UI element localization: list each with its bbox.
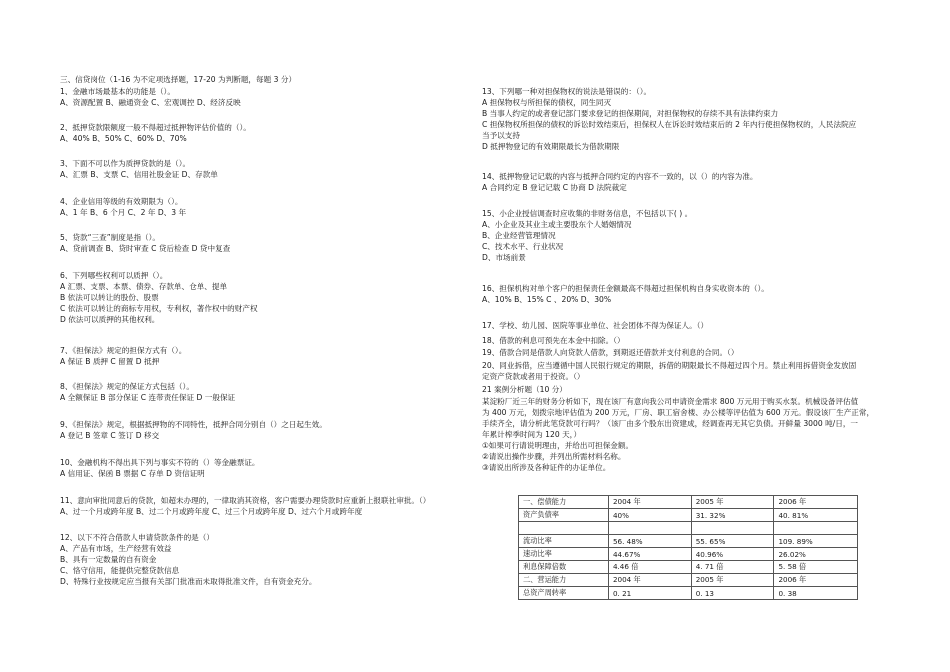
left-question-9 bbox=[60, 419, 327, 441]
table-cell: 4.46 倍 bbox=[608, 561, 691, 574]
table-cell: 44.67% bbox=[608, 548, 691, 561]
question-option-line: A、资源配置 B、融通资金 C、宏观调控 D、经济反映 bbox=[60, 98, 241, 107]
right-question-7 bbox=[482, 347, 738, 358]
question-stem: 20、同业拆借，应当遵循中国人民银行规定的期限，拆借的期限最长不得超过四个月。禁止利用拆借资金发放固 bbox=[482, 361, 857, 370]
table-cell: 二、营运能力 bbox=[519, 574, 609, 587]
case-line: 某淀粉厂近三年的财务分析如下，现在该厂有意向我公司申请资金需求 800 万元用于购买水泵。机械设备评估值 bbox=[482, 397, 859, 406]
table-row bbox=[519, 548, 858, 561]
table-cell: 4. 71 倍 bbox=[691, 561, 774, 574]
table-cell: 56. 48% bbox=[608, 535, 691, 548]
table-row bbox=[519, 535, 858, 548]
question-option-line: A 信用证、保函 B 票据 C 存单 D 资信证明 bbox=[60, 469, 205, 478]
question-stem: 1、金融市场最基本的功能是（）。 bbox=[60, 87, 175, 96]
table-cell: 0. 21 bbox=[608, 587, 691, 600]
question-option-line: A 保证 B 质押 C 留置 D 抵押 bbox=[60, 357, 160, 366]
financial-table bbox=[518, 495, 858, 600]
right-question-1 bbox=[482, 86, 856, 152]
table-row bbox=[519, 496, 858, 509]
right-question-2 bbox=[482, 171, 757, 193]
case-line: 为 400 万元，划拨宗地评估值为 200 万元，厂房、职工宿舍楼、办公楼等评估值为 600 万元。假设该厂生产正常， bbox=[482, 408, 875, 417]
left-question-1 bbox=[60, 86, 241, 108]
question-option-line: A、10% B、15% C 、20% D、30% bbox=[482, 295, 612, 304]
question-option-line: 定资产贷款或者用于投资。（） bbox=[482, 372, 585, 381]
section-title: 三、信贷岗位（1-16 为不定项选择题，17-20 为判断题，每题 3 分） bbox=[60, 75, 297, 84]
question-option-line: B 依法可以转让的股份、股票 bbox=[60, 293, 159, 302]
question-stem: 3、下面不可以作为质押贷款的是（）。 bbox=[60, 159, 191, 168]
question-option-line: A 合同约定 B 登记记载 C 协商 D 法院裁定 bbox=[482, 183, 627, 192]
question-option-line: A、汇票 B、支票 C、信用社股金证 D、存款单 bbox=[60, 170, 218, 179]
case-line: ①如果可行请说明理由，并给出可担保金额。 bbox=[482, 441, 634, 450]
case-line: 手续齐全，请分析此笔贷款可行吗？（该厂由多个股东出资建成，经调查再无其它负债。开鲜量 3000 吨/日，一 bbox=[482, 419, 859, 428]
question-stem: 13、下列哪一种对担保物权的说法是错误的：（）。 bbox=[482, 87, 652, 96]
question-stem: 6、下列哪些权利可以质押（）。 bbox=[60, 271, 168, 280]
question-option-line: C、恪守信用，能提供完整贷款信息 bbox=[60, 566, 180, 575]
table-cell: 总资产周转率 bbox=[519, 587, 609, 600]
left-question-2 bbox=[60, 122, 251, 144]
left-question-6 bbox=[60, 270, 258, 325]
question-option-line: A 担保物权与所担保的债权，同生同灭 bbox=[482, 98, 612, 107]
table-cell: 5. 58 倍 bbox=[774, 561, 858, 574]
question-option-line: C 担保物权所担保的债权的诉讼时效结束后，担保权人在诉讼时效结束后的 2 年内行使担保物权的，人民法院应 bbox=[482, 120, 857, 129]
left-question-3 bbox=[60, 158, 218, 180]
table-row bbox=[519, 561, 858, 574]
table-cell: 55. 65% bbox=[691, 535, 774, 548]
question-stem: 4、企业信用等级的有效期限为（）。 bbox=[60, 197, 183, 206]
question-option-line: B、企业经营管理情况 bbox=[482, 231, 556, 240]
table-cell: 资产负债率 bbox=[519, 509, 609, 522]
table-cell: 109. 89% bbox=[774, 535, 858, 548]
question-stem: 17、学校、幼儿园、医院等事业单位、社会团体不得为保证人。（） bbox=[482, 321, 709, 330]
case-line: 年累计榨季时间为 120 天，） bbox=[482, 430, 582, 439]
table-row bbox=[519, 587, 858, 600]
table-row bbox=[519, 509, 858, 522]
table-row bbox=[519, 574, 858, 587]
question-stem: 18、借款的利息可预先在本金中扣除。（） bbox=[482, 336, 625, 345]
left-question-7 bbox=[60, 345, 186, 367]
question-stem: 10、金融机构不得出具下列与事实不符的（）等金融票证。 bbox=[60, 458, 260, 467]
table-cell: 40. 81% bbox=[774, 509, 858, 522]
right-question-5 bbox=[482, 320, 708, 331]
question-option-line: A、1 年 B、6 个月 C、2 年 D、3 年 bbox=[60, 208, 187, 217]
question-option-line: A 登记 B 签章 C 签订 D 移交 bbox=[60, 431, 160, 440]
left-question-8 bbox=[60, 381, 235, 403]
left-question-11 bbox=[60, 495, 430, 517]
right-question-3 bbox=[482, 208, 692, 263]
question-option-line: A 全额保证 B 部分保证 C 连带责任保证 D 一般保证 bbox=[60, 393, 236, 402]
question-option-line: D 依法可以质押的其他权利。 bbox=[60, 315, 160, 324]
table-cell: 2004 年 bbox=[608, 496, 691, 509]
table-cell: 26.02% bbox=[774, 548, 858, 561]
question-stem: 8、《担保法》规定的保证方式包括（）。 bbox=[60, 382, 194, 391]
question-option-line: A、过一个月或跨年度 B、过二个月或跨年度 C、过三个月或跨年度 D、过六个月或跨年度 bbox=[60, 507, 363, 516]
case-line: ③请说出所涉及各种证件的办证单位。 bbox=[482, 463, 611, 472]
question-option-line: A、小企业及其业主或主要股东个人婚姻情况 bbox=[482, 220, 632, 229]
table-cell: 一、偿债能力 bbox=[519, 496, 609, 509]
question-stem: 16、担保机构对单个客户的担保责任金额最高不得超过担保机构自身实收资本的（）。 bbox=[482, 284, 769, 293]
table-cell: 2006 年 bbox=[774, 496, 858, 509]
question-stem: 15、小企业授信调查时应收集的非财务信息，不包括以下( ) 。 bbox=[482, 209, 693, 218]
table-cell bbox=[691, 522, 774, 535]
question-option-line: A、贷前调查 B、贷时审查 C 贷后检查 D 贷中复查 bbox=[60, 244, 231, 253]
question-option-line: A 汇票、支票、本票、债券、存款单、仓单、提单 bbox=[60, 282, 228, 291]
question-stem: 9、《担保法》规定，根据抵押物的不同特性，抵押合同分别自（）之日起生效。 bbox=[60, 420, 327, 429]
question-stem: 14、抵押物登记记载的内容与抵押合同约定的内容不一致的，以（）的内容为准。 bbox=[482, 172, 758, 181]
table-cell bbox=[774, 522, 858, 535]
question-stem: 12、以下不符合借款人申请贷款条件的是（） bbox=[60, 533, 214, 542]
question-option-line: B、具有一定数量的自有资金 bbox=[60, 555, 157, 564]
table-cell: 流动比率 bbox=[519, 535, 609, 548]
question-stem: 5、贷款“三查”制度是指（）。 bbox=[60, 233, 161, 242]
question-option-line: D、市场前景 bbox=[482, 253, 526, 262]
question-option-line: C、技术水平、行业状况 bbox=[482, 242, 564, 251]
right-question-4 bbox=[482, 283, 769, 305]
question-option-line: A、产品有市场，生产经营有效益 bbox=[60, 544, 172, 553]
table-cell bbox=[519, 522, 609, 535]
question-option-line: A、40% B、50% C、60% D、70% bbox=[60, 134, 187, 143]
left-question-10 bbox=[60, 457, 260, 479]
table-cell: 速动比率 bbox=[519, 548, 609, 561]
table-cell bbox=[608, 522, 691, 535]
table-cell: 0. 13 bbox=[691, 587, 774, 600]
table-cell: 2004 年 bbox=[608, 574, 691, 587]
right-question-6 bbox=[482, 335, 625, 346]
question-stem: 7、《担保法》规定的担保方式有（）。 bbox=[60, 346, 187, 355]
table-cell: 利息保障倍数 bbox=[519, 561, 609, 574]
table-cell: 2005 年 bbox=[691, 574, 774, 587]
question-stem: 19、借款合同是借款人向贷款人借款，到期返还借款并支付利息的合同。（） bbox=[482, 348, 739, 357]
table-cell: 2006 年 bbox=[774, 574, 858, 587]
left-question-12 bbox=[60, 532, 316, 587]
left-question-5 bbox=[60, 232, 230, 254]
question-stem: 11、意向审批同意后的贷款，如超未办理的，一律取消其资格，客户需要办理贷款时应重新上报联社审批。（） bbox=[60, 496, 431, 505]
right-question-8 bbox=[482, 360, 856, 382]
question-option-line: D 抵押物登记的有效期限最长为借款期限 bbox=[482, 142, 620, 151]
table-cell: 0. 38 bbox=[774, 587, 858, 600]
case-title: 21 案例分析题（10 分） bbox=[482, 385, 567, 394]
table-cell: 31. 32% bbox=[691, 509, 774, 522]
question-option-line: D、特殊行业按规定应当报有关部门批准而未取得批准文件，自有资金充分。 bbox=[60, 577, 317, 586]
case-line: ②请说出操作步骤，并列出所需材料名称。 bbox=[482, 452, 626, 461]
question-option-line: C 依法可以转让的商标专用权，专利权，著作权中的财产权 bbox=[60, 304, 258, 313]
table-cell: 40% bbox=[608, 509, 691, 522]
table-cell: 40.96% bbox=[691, 548, 774, 561]
question-stem: 2、抵押贷款限额度一般不得超过抵押物评估价值的（）。 bbox=[60, 123, 251, 132]
table-cell: 2005 年 bbox=[691, 496, 774, 509]
question-option-line: 当予以支持 bbox=[482, 131, 520, 140]
left-question-4 bbox=[60, 196, 186, 218]
question-option-line: B 当事人约定的或者登记部门要求登记的担保期间，对担保物权的存续不具有法律约束力 bbox=[482, 109, 779, 118]
table-row bbox=[519, 522, 858, 535]
